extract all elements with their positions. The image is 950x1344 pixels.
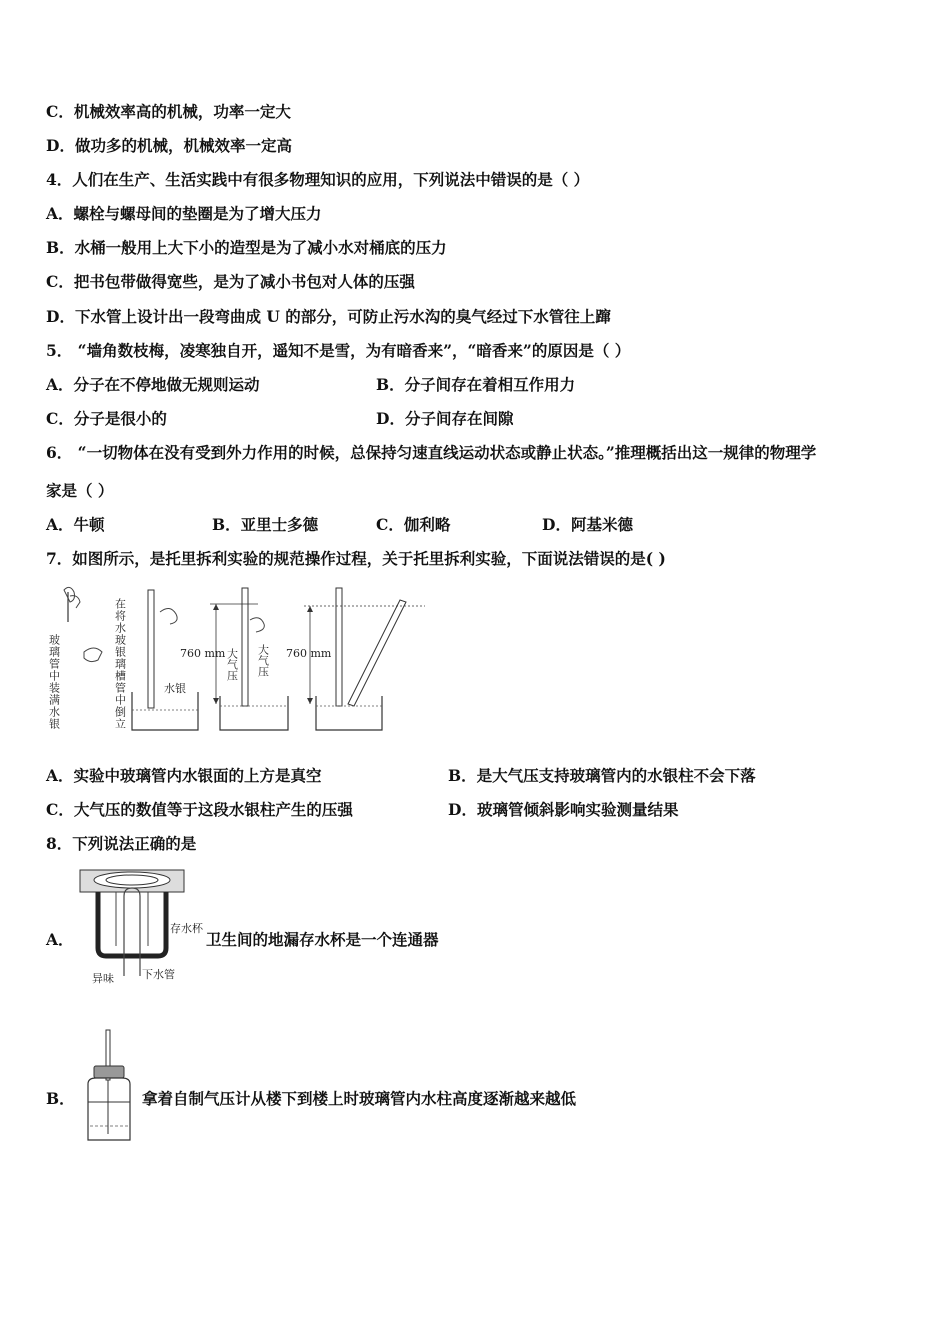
q7-stem: 7．如图所示，是托里拆利实验的规范操作过程，关于托里拆利实验，下面说法错误的是( ) <box>46 549 666 568</box>
q6-stem-line2: 家是（ ） <box>46 481 114 500</box>
q6-option-d: D．阿基米德 <box>542 515 633 534</box>
q5-stem: 5． “墙角数枝梅，凌寒独自开，遥知不是雪，为有暗香来”，“暗香来”的原因是（ ） <box>46 341 631 360</box>
q5-option-a: A．分子在不停地做无规则运动 <box>46 375 260 394</box>
q8-option-a-text: 卫生间的地漏存水杯是一个连通器 <box>206 930 439 949</box>
q5-option-d: D．分子间存在间隙 <box>376 409 514 428</box>
label-smell: 异味 <box>92 972 114 985</box>
label-760mm-1: 760 mm <box>180 647 226 660</box>
barometer-figure <box>80 1026 140 1148</box>
q8-option-b-label: B． <box>46 1089 75 1108</box>
label-tube-filled: 玻璃管中装满水银 <box>47 634 61 730</box>
q6-option-a: A．牛顿 <box>46 515 105 534</box>
q4-option-b: B．水桶一般用上大下小的造型是为了减小水对桶底的压力 <box>46 238 447 257</box>
torricelli-figure <box>40 582 430 747</box>
label-mercury: 水银 <box>164 682 186 695</box>
q4-option-c: C．把书包带做得宽些，是为了减小书包对人体的压强 <box>46 272 415 291</box>
label-air-pressure-1: 大气压 <box>225 648 239 681</box>
q8-stem: 8．下列说法正确的是 <box>46 834 197 853</box>
q7-option-a: A．实验中玻璃管内水银面的上方是真空 <box>46 766 322 785</box>
q8-option-b-text: 拿着自制气压计从楼下到楼上时玻璃管内水柱高度逐渐越来越低 <box>142 1089 577 1108</box>
label-invert: 在将水玻银璃槽管中倒立 <box>113 598 127 730</box>
q3-option-c: C．机械效率高的机械，功率一定大 <box>46 102 291 121</box>
q7-option-b: B．是大气压支持玻璃管内的水银柱不会下落 <box>448 766 756 785</box>
q7-option-c: C．大气压的数值等于这段水银柱产生的压强 <box>46 800 353 819</box>
q4-option-a: A．螺栓与螺母间的垫圈是为了增大压力 <box>46 204 322 223</box>
q7-option-d: D．玻璃管倾斜影响实验测量结果 <box>448 800 679 819</box>
q4-stem: 4．人们在生产、生活实践中有很多物理知识的应用，下列说法中错误的是（ ） <box>46 170 590 189</box>
label-pipe: 下水管 <box>142 968 175 981</box>
q5-option-c: C．分子是很小的 <box>46 409 167 428</box>
q5-option-b: B．分子间存在着相互作用力 <box>376 375 576 394</box>
q6-stem-line1: 6． “一切物体在没有受到外力作用的时候，总保持匀速直线运动状态或静止状态。”推理概括出这一规律的物理学 <box>46 443 817 462</box>
q6-option-c: C．伽利略 <box>376 515 451 534</box>
q8-option-a-label: A． <box>46 930 74 949</box>
label-760mm-2: 760 mm <box>286 647 332 660</box>
q6-option-b: B．亚里士多德 <box>212 515 319 534</box>
floor-drain-figure <box>76 866 206 988</box>
q3-option-d: D．做功多的机械，机械效率一定高 <box>46 136 292 155</box>
step2 <box>132 590 198 730</box>
label-cup: 存水杯 <box>170 922 203 935</box>
label-air-pressure-2: 大气压 <box>256 644 270 677</box>
q4-option-d: D．下水管上设计出一段弯曲成 U 的部分，可防止污水沟的臭气经过下水管往上蹿 <box>46 307 611 326</box>
step1-tube <box>64 587 102 661</box>
